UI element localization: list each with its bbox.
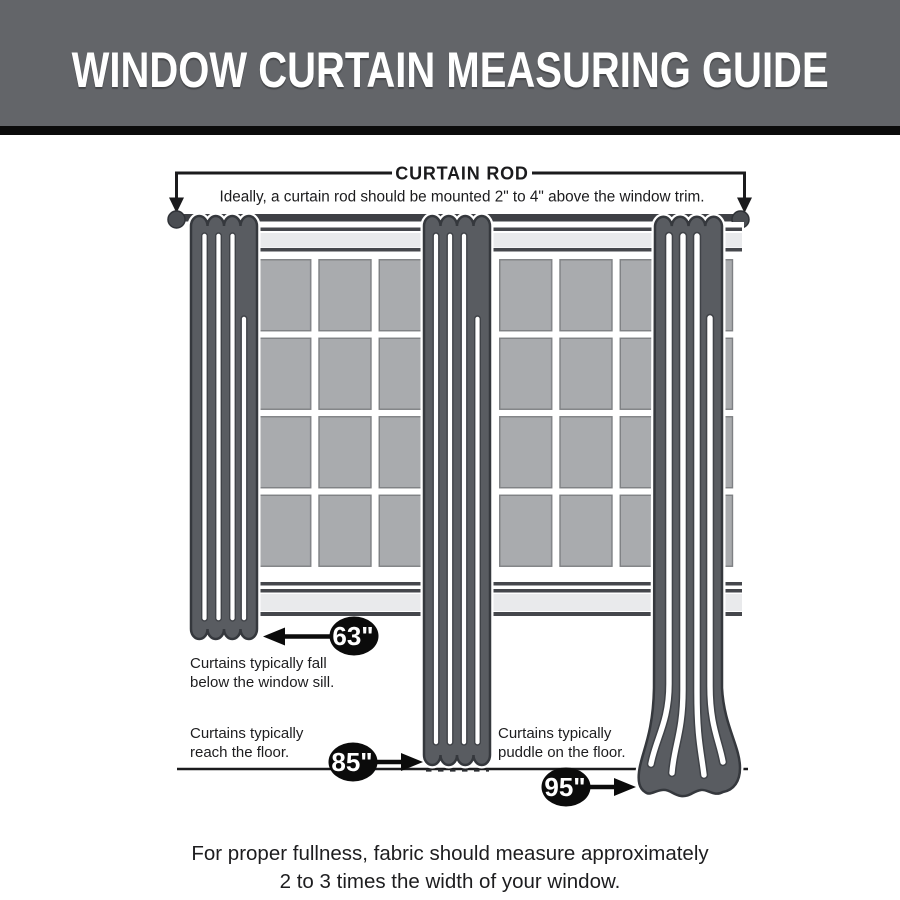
header-banner [0, 0, 900, 126]
measuring-diagram [0, 135, 900, 900]
curtain-fold-highlight [433, 233, 439, 745]
annotation-95-line2: puddle on the floor. [498, 744, 626, 761]
curtain-rod-note: Ideally, a curtain rod should be mounted 2" to 4" above the window trim. [219, 188, 705, 206]
right-arrow-icon [614, 778, 636, 796]
curtain-85-inch [424, 216, 490, 771]
curtain-rod-callout [169, 164, 752, 214]
footer-line1: For proper fullness, fabric should measure approximately [191, 842, 709, 865]
curtain-fold-highlight [461, 233, 467, 745]
measurement-85 [329, 743, 424, 782]
measurement-63 [263, 617, 379, 656]
annotation-85-line2: reach the floor. [190, 744, 290, 761]
curtain-63-inch [191, 216, 257, 639]
curtain-rod-label: CURTAIN ROD [395, 163, 529, 184]
footer-line2: 2 to 3 times the width of your window. [279, 870, 621, 893]
annotation-63-line2: below the window sill. [190, 674, 335, 691]
page-title: WINDOW CURTAIN MEASURING GUIDE [71, 42, 829, 98]
curtain-fold-highlight [230, 233, 236, 621]
curtain-fold-highlight [447, 233, 453, 745]
curtain-fold-highlight [216, 233, 222, 621]
header-divider [0, 126, 900, 135]
annotation-95-line1: Curtains typically [498, 725, 612, 742]
measurement-95 [542, 768, 637, 807]
curtain-95-inch [639, 217, 740, 796]
footer-note [191, 842, 709, 893]
measurement-value: 85" [331, 747, 373, 777]
curtain-fold-highlight [202, 233, 208, 621]
rod-finial-left [168, 211, 185, 228]
left-arrow-icon [263, 628, 285, 646]
measurement-value: 95" [544, 772, 586, 802]
curtain-fold-highlight [241, 316, 247, 621]
annotation-85-line1: Curtains typically [190, 725, 304, 742]
curtain-fold-highlight [475, 316, 481, 745]
measurement-value: 63" [332, 621, 374, 651]
annotation-63-line1: Curtains typically fall [190, 655, 327, 672]
annotations [190, 655, 626, 761]
